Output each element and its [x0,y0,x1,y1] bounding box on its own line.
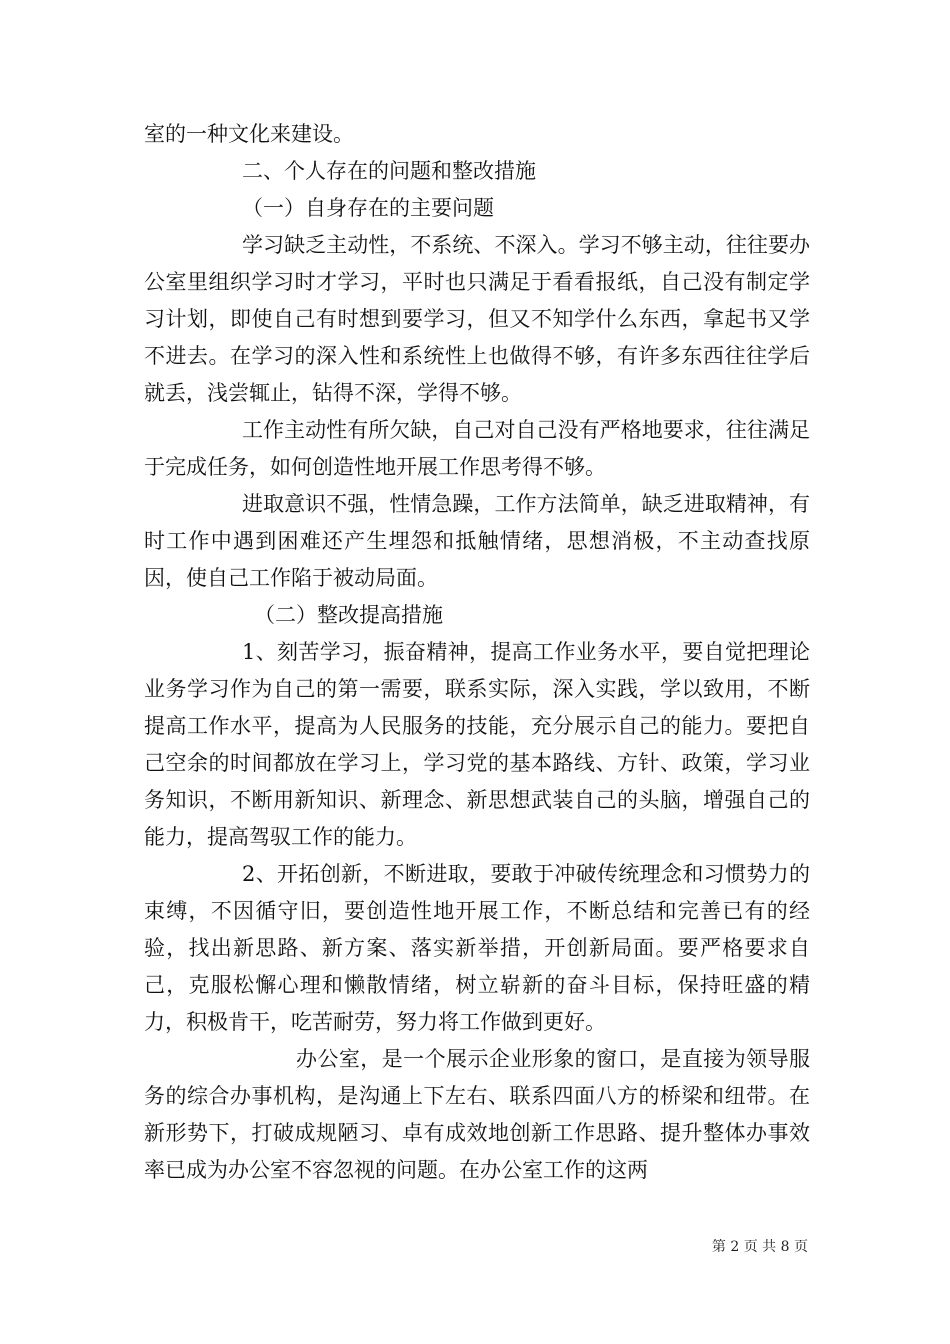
paragraph-measure-1: 1、刻苦学习，振奋精神，提高工作业务水平，要自觉把理论业务学习作为自己的第一需要，联系实际，深入实践，学以致用，不断提高工作水平，提高为人民服务的技能，充分展示自己的能力。要把自己空余的时间都放在学习上，学习党的基本路线、方针、政策，学习业务知识，不断用新知识、新理念、新思想武装自己的头脑，增强自己的能力，提高驾驭工作的能力。 [144,640,810,849]
document-body [144,116,810,1189]
subsection-heading-2: （二）整改提高措施 [254,603,443,627]
paragraph-enterprise-spirit: 进取意识不强，性情急躁，工作方法简单，缺乏进取精神，有时工作中遇到困难还产生埋怨和抵触情绪，思想消极，不主动查找原因，使自己工作陷于被动局面。 [144,492,810,590]
paragraph-measure-2: 2、开拓创新，不断进取，要敢于冲破传统理念和习惯势力的束缚，不因循守旧，要创造性地开展工作，不断总结和完善已有的经验，找出新思路、新方案、落实新举措，开创新局面。要严格要求自己，克服松懈心理和懒散情绪，树立崭新的奋斗目标，保持旺盛的精力，积极肯干，吃苦耐劳，努力将工作做到更好。 [144,862,810,1034]
paragraph-study-initiative: 学习缺乏主动性，不系统、不深入。学习不够主动，往往要办公室里组织学习时才学习，平时也只满足于看看报纸，自己没有制定学习计划，即使自己有时想到要学习，但又不知学什么东西，拿起书又学不进去。在学习的深入性和系统性上也做得不够，有许多东西往往学后就丢，浅尝辄止，钻得不深，学得不够。 [144,233,810,405]
paragraph-office: 办公室，是一个展示企业形象的窗口，是直接为领导服务的综合办事机构，是沟通上下左右、联系四面八方的桥梁和纽带。在新形势下，打破成规陋习、卓有成效地创新工作思路、提升整体办事效率已成为办公室不容忽视的问题。在办公室工作的这两 [144,1047,810,1182]
paragraph-continuation: 室的一种文化来建设。 [144,122,354,146]
page-number-footer: 第 2 页 共 8 页 [711,1239,808,1255]
subsection-heading-1: （一）自身存在的主要问题 [242,196,494,220]
section-heading-2: 二、个人存在的问题和整改措施 [242,159,536,183]
paragraph-work-initiative: 工作主动性有所欠缺，自己对自己没有严格地要求，往往满足于完成任务，如何创造性地开展工作思考得不够。 [144,418,810,479]
